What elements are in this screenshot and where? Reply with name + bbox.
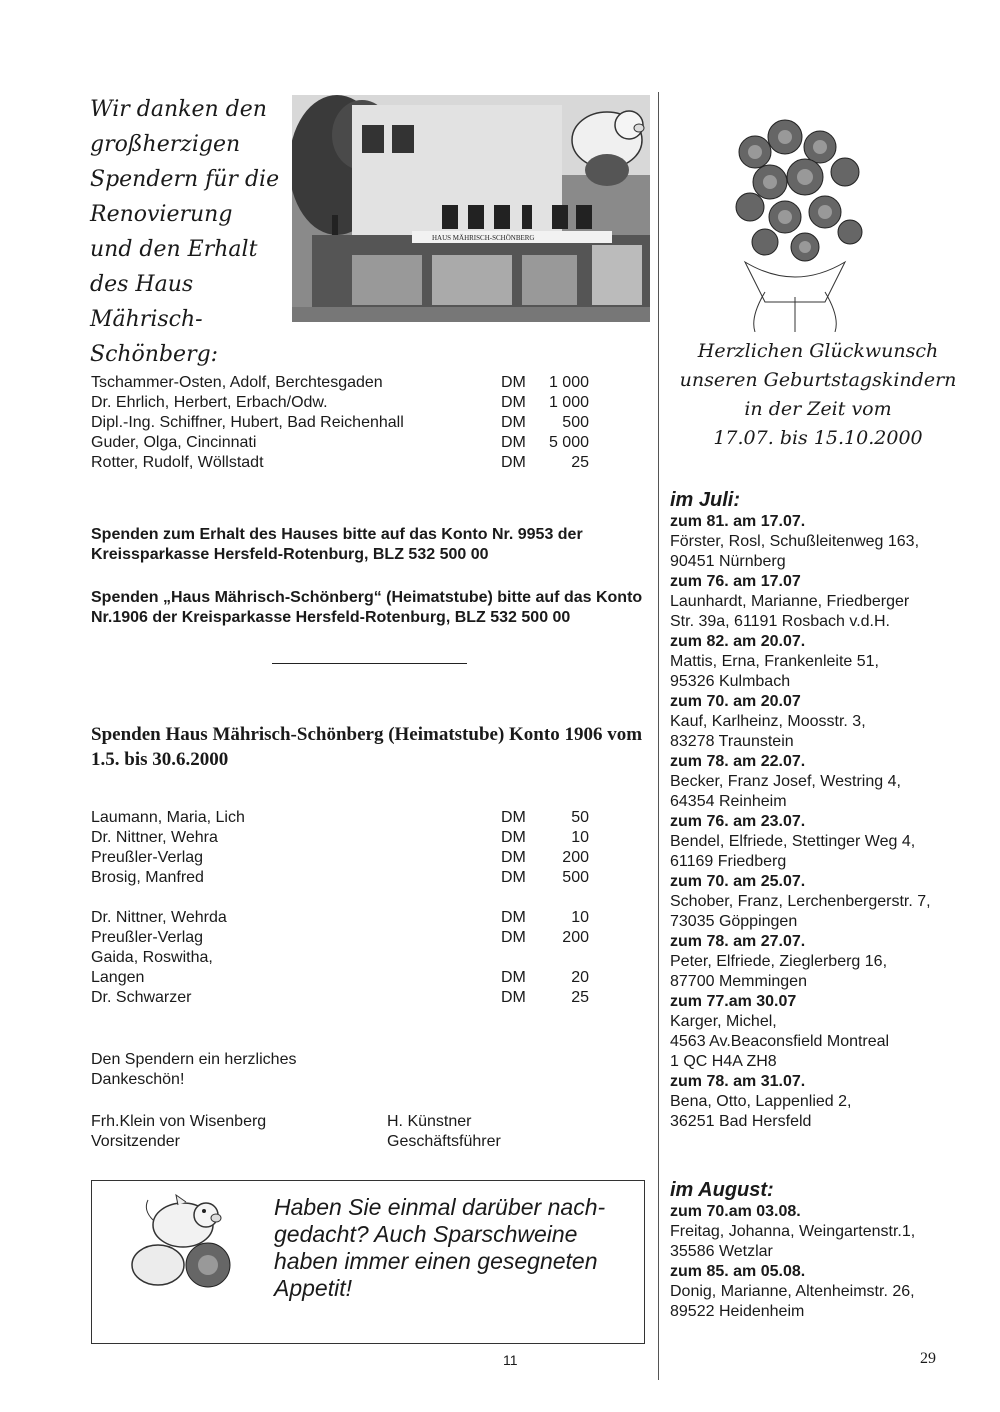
donor-name: Dr. Ehrlich, Herbert, Erbach/Odw. bbox=[91, 394, 328, 411]
donor-name: Dr. Nittner, Wehrda bbox=[91, 909, 227, 926]
donor-name: Gaida, Roswitha, bbox=[91, 949, 213, 966]
birthday-line: 90451 Nürnberg bbox=[670, 553, 786, 570]
donation-row bbox=[91, 373, 591, 393]
amount: 200 bbox=[562, 929, 589, 946]
currency: DM bbox=[501, 454, 526, 471]
birthday-line: 36251 Bad Hersfeld bbox=[670, 1113, 812, 1130]
house-photo bbox=[292, 95, 650, 322]
birthday-date: zum 70. am 20.07 bbox=[670, 693, 801, 710]
birthday-date: zum 76. am 23.07. bbox=[670, 813, 806, 830]
currency: DM bbox=[501, 394, 526, 411]
spenden-section-title: Spenden Haus Mährisch-Schönberg (Heimatstube) Konto 1906 vom 1.5. bis 30.6.2000 bbox=[91, 724, 643, 770]
birthday-line: Schober, Franz, Lerchenbergerstr. 7, bbox=[670, 893, 931, 910]
bank-note-renovation: Spenden zum Erhalt des Hauses bitte auf das Konto Nr. 9953 der Kreissparkasse Hersfeld-Rotenburg, BLZ 532 500 00 bbox=[91, 526, 583, 563]
month-title-august: im August: bbox=[670, 1179, 774, 1201]
page-number-outer: 29 bbox=[920, 1350, 936, 1367]
currency bbox=[501, 948, 537, 968]
page-number-inner: 11 bbox=[503, 1352, 518, 1368]
currency: DM bbox=[501, 434, 526, 451]
donation-list-renovation bbox=[91, 373, 591, 473]
birthday-line: Bena, Otto, Lappenlied 2, bbox=[670, 1093, 852, 1110]
donation-row bbox=[91, 848, 591, 868]
amount: 200 bbox=[562, 849, 589, 866]
signature-name: Frh.Klein von Wisenberg bbox=[91, 1113, 267, 1130]
birthday-date: zum 76. am 17.07 bbox=[670, 573, 801, 590]
birthday-date: zum 81. am 17.07. bbox=[670, 513, 806, 530]
birthday-line: 89522 Heidenheim bbox=[670, 1303, 805, 1320]
donor-name: Guder, Olga, Cincinnati bbox=[91, 434, 257, 451]
currency: DM bbox=[501, 929, 526, 946]
amount: 5 000 bbox=[548, 434, 589, 451]
donation-row bbox=[91, 828, 591, 848]
donation-row bbox=[91, 413, 591, 433]
donation-row bbox=[91, 948, 591, 968]
birthday-line: Becker, Franz Josef, Westring 4, bbox=[670, 773, 901, 790]
heading-line: Wir danken den bbox=[90, 97, 267, 122]
house-sign: HAUS MÄHRISCH-SCHÖNBERG bbox=[432, 234, 535, 242]
birthday-line: 61169 Friedberg bbox=[670, 853, 787, 870]
donation-list-heimatstube bbox=[91, 808, 591, 1008]
birthday-entry bbox=[670, 752, 960, 812]
birthday-date: zum 85. am 05.08. bbox=[670, 1263, 806, 1280]
signature-name: H. Künstner bbox=[387, 1113, 472, 1130]
birthday-entry bbox=[670, 1262, 960, 1322]
birthday-date: zum 70. am 25.07. bbox=[670, 873, 806, 890]
birthday-date: zum 78. am 22.07. bbox=[670, 753, 806, 770]
heading-line: Schönberg: bbox=[90, 342, 219, 367]
rose-bouquet bbox=[725, 92, 865, 332]
amount: 1 000 bbox=[548, 374, 589, 391]
currency: DM bbox=[501, 969, 526, 986]
birthday-list-july bbox=[670, 512, 960, 1132]
donation-row bbox=[91, 453, 591, 473]
amount: 500 bbox=[562, 414, 589, 431]
donor-name: Rotter, Rudolf, Wöllstadt bbox=[91, 454, 264, 471]
signature-role: Geschäftsführer bbox=[387, 1133, 501, 1150]
donor-name: Tschammer-Osten, Adolf, Berchtesgaden bbox=[91, 374, 383, 391]
amount: 10 bbox=[571, 829, 589, 846]
birthday-line: Förster, Rosl, Schußleitenweg 163, bbox=[670, 533, 920, 550]
birthday-entry bbox=[670, 632, 960, 692]
currency: DM bbox=[501, 829, 526, 846]
donation-row bbox=[91, 908, 591, 928]
congrats-heading bbox=[668, 337, 968, 453]
donor-name: Dr. Schwarzer bbox=[91, 989, 192, 1006]
birthday-line: Karger, Michel, bbox=[670, 1013, 777, 1030]
amount: 500 bbox=[562, 869, 589, 886]
separator-rule bbox=[272, 663, 467, 664]
thanks-note bbox=[91, 1050, 351, 1090]
donation-row bbox=[91, 433, 591, 453]
thanks-heading bbox=[90, 92, 290, 372]
amount bbox=[537, 948, 589, 968]
currency: DM bbox=[501, 374, 526, 391]
birthday-entry bbox=[670, 992, 960, 1072]
currency: DM bbox=[501, 909, 526, 926]
birthday-line: 73035 Göppingen bbox=[670, 913, 798, 930]
birthday-date: zum 77.am 30.07 bbox=[670, 993, 797, 1010]
currency: DM bbox=[501, 989, 526, 1006]
birthday-date: zum 70.am 03.08. bbox=[670, 1203, 801, 1220]
donor-name: Dr. Nittner, Wehra bbox=[91, 829, 218, 846]
donor-name: Preußler-Verlag bbox=[91, 849, 204, 866]
birthday-line: Launhardt, Marianne, Friedberger bbox=[670, 593, 910, 610]
birthday-line: Str. 39a, 61191 Rosbach v.d.H. bbox=[670, 613, 890, 630]
birthday-entry bbox=[670, 512, 960, 572]
birthday-line: 87700 Memmingen bbox=[670, 973, 807, 990]
birthday-entry bbox=[670, 572, 960, 632]
donor-name: Preußler-Verlag bbox=[91, 929, 204, 946]
donor-name: Brosig, Manfred bbox=[91, 869, 204, 886]
birthday-line: 83278 Traunstein bbox=[670, 733, 794, 750]
birthday-date: zum 78. am 27.07. bbox=[670, 933, 806, 950]
signature-manager bbox=[387, 1112, 587, 1152]
donation-row bbox=[91, 928, 591, 948]
congrats-line: 17.07. bis 15.10.2000 bbox=[713, 427, 923, 449]
heading-line: des Haus bbox=[90, 272, 194, 297]
heading-line: Renovierung bbox=[90, 202, 233, 227]
birthday-line: 1 QC H4A ZH8 bbox=[670, 1053, 777, 1070]
amount: 20 bbox=[571, 969, 589, 986]
heading-line: und den Erhalt bbox=[90, 237, 258, 262]
birthday-line: 4563 Av.Beaconsfield Montreal bbox=[670, 1033, 890, 1050]
signature-chairman bbox=[91, 1112, 351, 1152]
column-divider bbox=[658, 92, 659, 1380]
heading-line: Spendern für die bbox=[90, 167, 280, 192]
amount: 10 bbox=[571, 909, 589, 926]
thanks-note-line: Den Spendern ein herzliches bbox=[91, 1051, 297, 1068]
birthday-line: Mattis, Erna, Frankenleite 51, bbox=[670, 653, 879, 670]
birthday-entry bbox=[670, 932, 960, 992]
piggy-bank-icon bbox=[128, 1180, 243, 1300]
birthday-line: 95326 Kulmbach bbox=[670, 673, 791, 690]
bank-note-heimatstube: Spenden „Haus Mährisch-Schönberg“ (Heimatstube) bitte auf das Konto Nr.1906 der Kreisparkasse Hersfeld-Rotenburg, BLZ 532 500 00 bbox=[91, 589, 643, 626]
currency: DM bbox=[501, 809, 526, 826]
amount: 25 bbox=[571, 454, 589, 471]
birthday-line: Peter, Elfriede, Zieglerberg 16, bbox=[670, 953, 888, 970]
currency: DM bbox=[501, 869, 526, 886]
birthday-line: 35586 Wetzlar bbox=[670, 1243, 773, 1260]
birthday-entry bbox=[670, 812, 960, 872]
congrats-line: unseren Geburtstagskindern bbox=[679, 369, 957, 391]
birthday-entry bbox=[670, 1072, 960, 1132]
donation-row bbox=[91, 868, 591, 888]
donor-name: Dipl.-Ing. Schiffner, Hubert, Bad Reichenhall bbox=[91, 414, 404, 431]
birthday-entry bbox=[670, 1202, 960, 1262]
heading-line: Mährisch- bbox=[90, 307, 203, 332]
joke-text: Haben Sie einmal darüber nach-gedacht? Auch Sparschweine haben immer einen gesegneten Appetit! bbox=[274, 1194, 606, 1301]
birthday-entry bbox=[670, 872, 960, 932]
birthday-line: Donig, Marianne, Altenheimstr. 26, bbox=[670, 1283, 915, 1300]
donation-row bbox=[91, 988, 591, 1008]
currency: DM bbox=[501, 414, 526, 431]
donor-name: Langen bbox=[91, 969, 145, 986]
birthday-entry bbox=[670, 692, 960, 752]
heading-line: großherzigen bbox=[90, 132, 241, 157]
birthday-date: zum 82. am 20.07. bbox=[670, 633, 806, 650]
amount: 1 000 bbox=[548, 394, 589, 411]
month-title-july: im Juli: bbox=[670, 489, 741, 511]
currency: DM bbox=[501, 849, 526, 866]
donor-name: Laumann, Maria, Lich bbox=[91, 809, 245, 826]
birthday-line: 64354 Reinheim bbox=[670, 793, 787, 810]
birthday-date: zum 78. am 31.07. bbox=[670, 1073, 806, 1090]
amount: 50 bbox=[571, 809, 589, 826]
congrats-line: in der Zeit vom bbox=[744, 398, 892, 420]
birthday-line: Bendel, Elfriede, Stettinger Weg 4, bbox=[670, 833, 916, 850]
donation-row bbox=[91, 968, 591, 988]
thanks-note-line: Dankeschön! bbox=[91, 1071, 185, 1088]
donation-row bbox=[91, 393, 591, 413]
birthday-list-august bbox=[670, 1202, 960, 1322]
amount: 25 bbox=[571, 989, 589, 1006]
birthday-line: Kauf, Karlheinz, Moosstr. 3, bbox=[670, 713, 866, 730]
signature-role: Vorsitzender bbox=[91, 1133, 180, 1150]
birthday-line: Freitag, Johanna, Weingartenstr.1, bbox=[670, 1223, 916, 1240]
donation-row bbox=[91, 808, 591, 828]
congrats-line: Herzlichen Glückwunsch bbox=[697, 340, 939, 362]
